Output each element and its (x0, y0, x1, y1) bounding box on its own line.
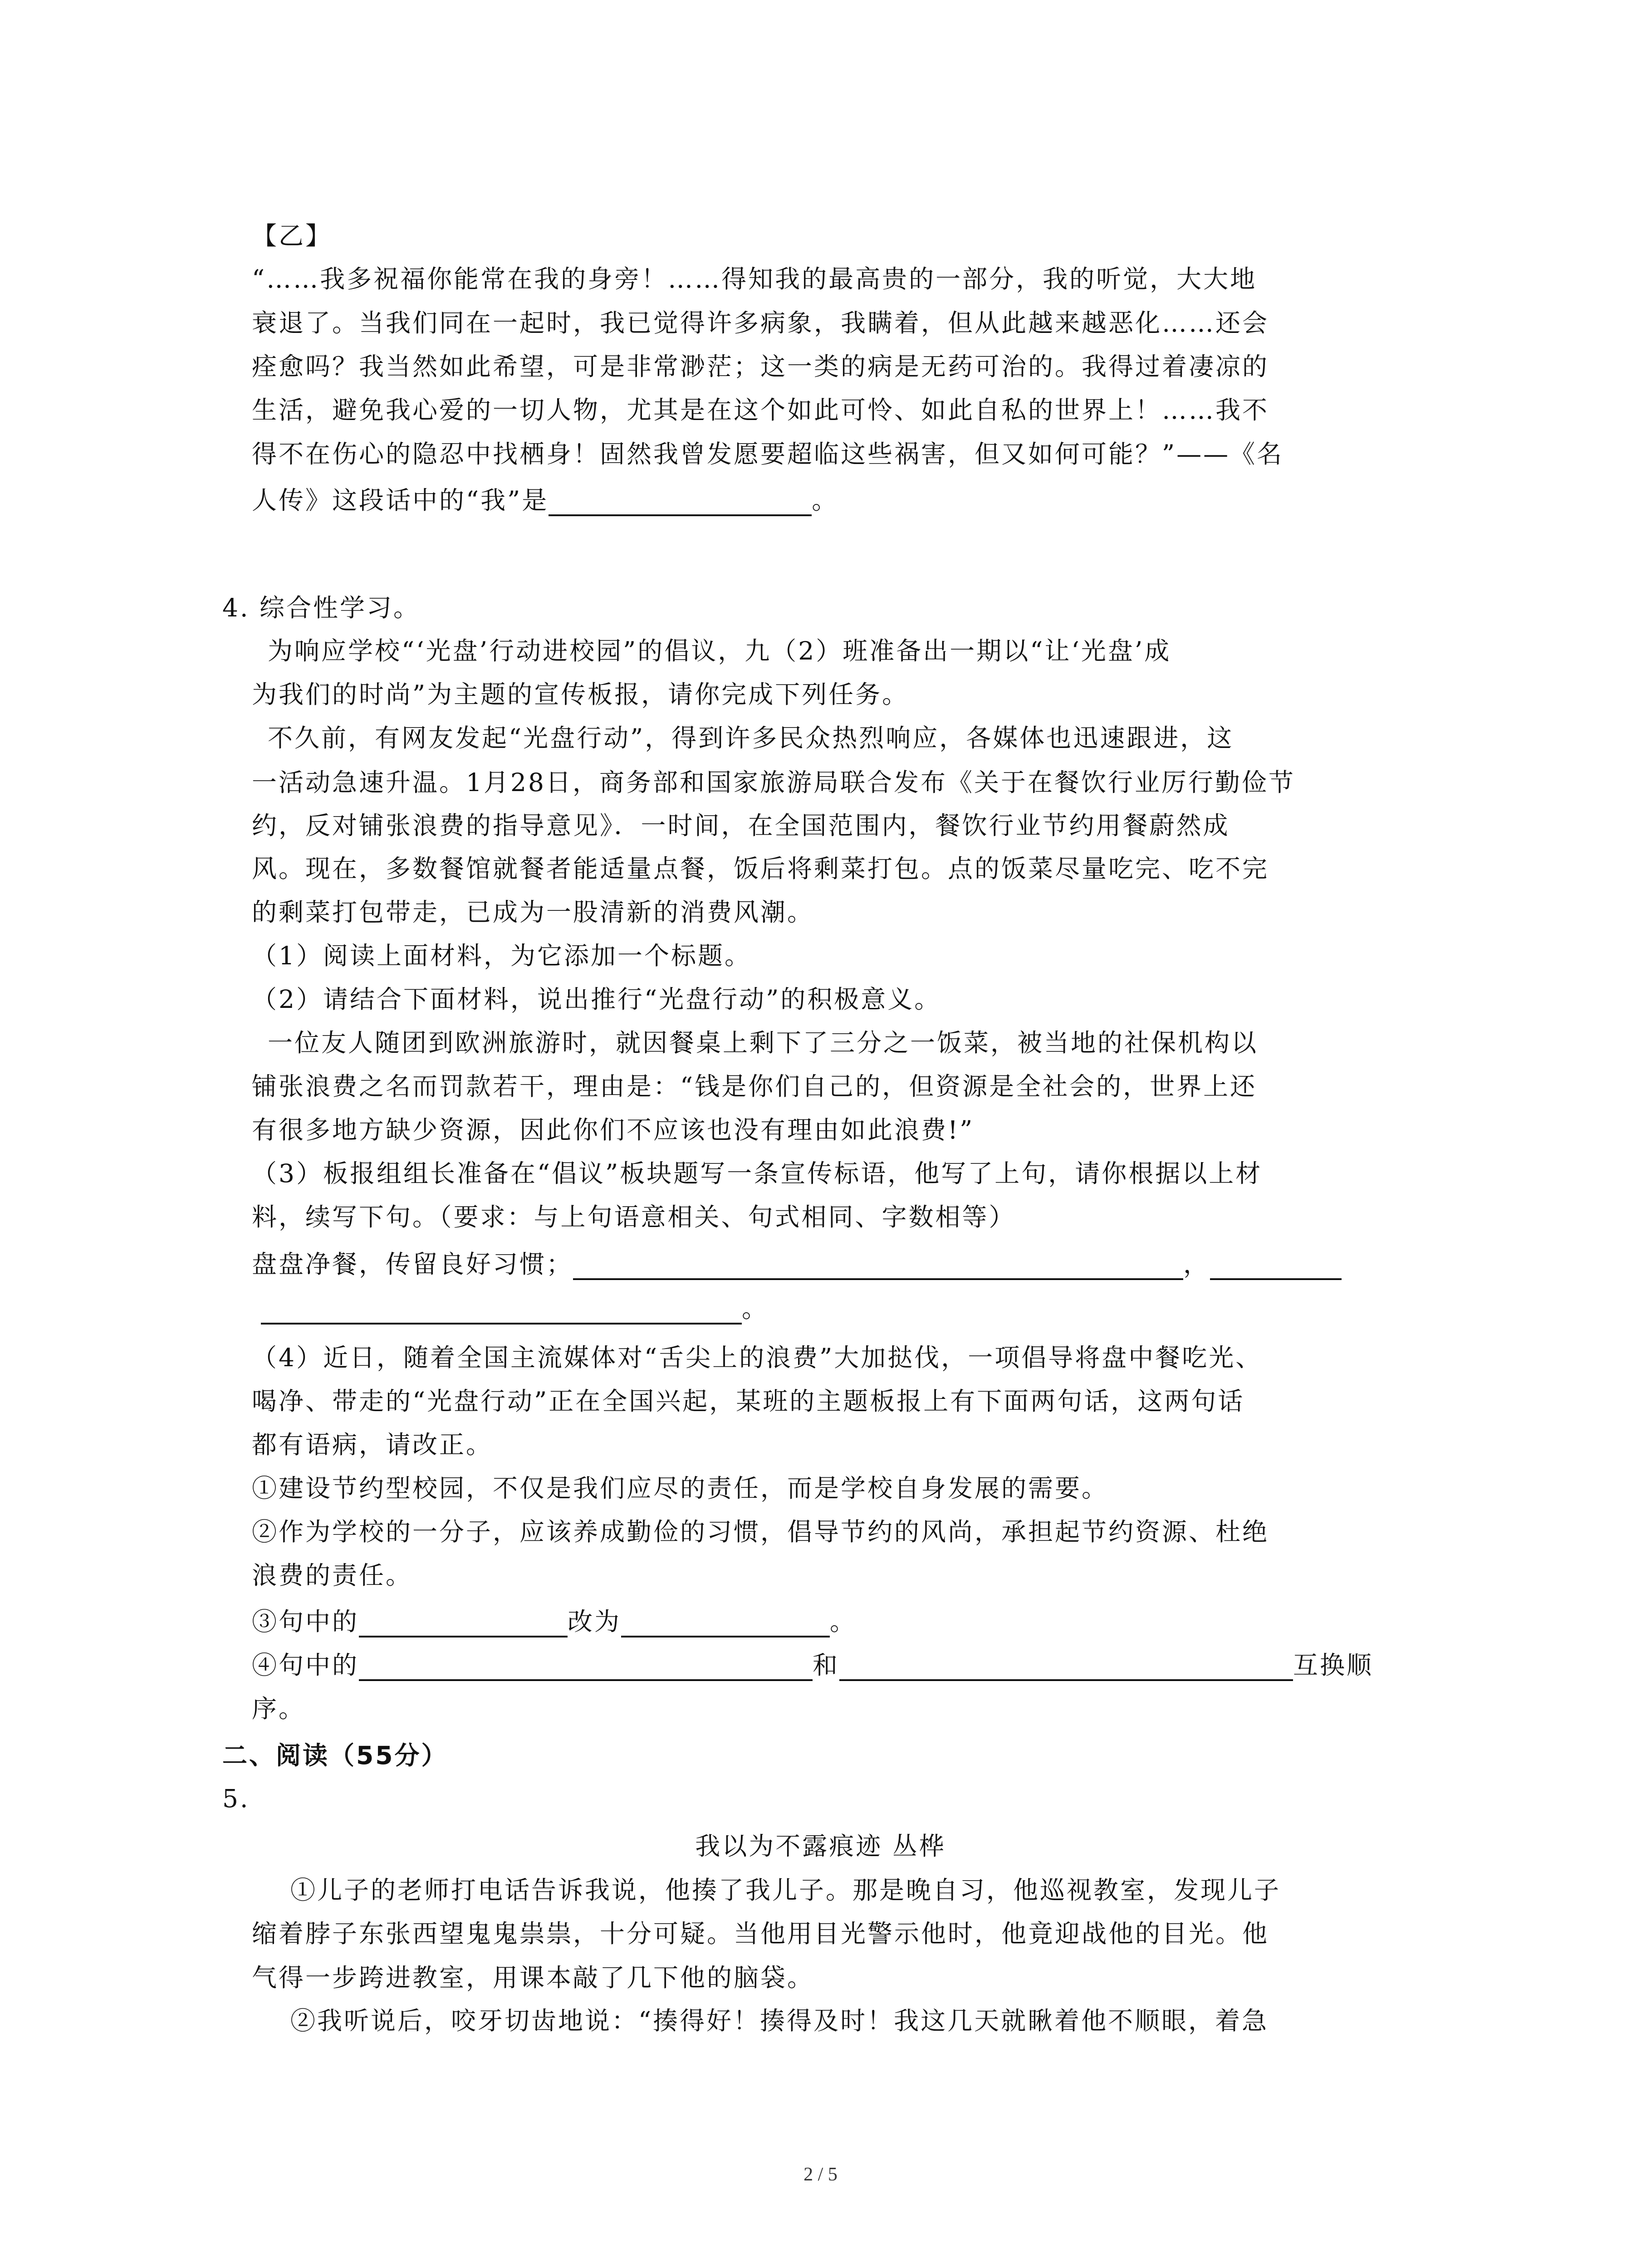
article-paragraph-line: 缩着脖子东张西望鬼鬼祟祟，十分可疑。当他用目光警示他时，他竟迎战他的目光。他 (252, 1919, 1269, 1948)
answer-blank[interactable] (549, 488, 812, 516)
q4-material-line: 一活动急速升温。1月28日，商务部和国家旅游局联合发布《关于在餐饮行业厉行勤俭节 (252, 768, 1295, 797)
article-title: 我以为不露痕迹 丛桦 (695, 1832, 946, 1861)
q4-sub2-material-line: 铺张浪费之名而罚款若干，理由是：“钱是你们自己的，但资源是全社会的，世界上还 (252, 1072, 1257, 1101)
answer-blank[interactable] (839, 1653, 1293, 1681)
q4-sub4-line: 都有语病，请改正。 (252, 1430, 493, 1459)
section-yi-line: 得不在伤心的隐忍中找栖身！固然我曾发愿要超临这些祸害，但又如何可能？”——《名 (252, 440, 1284, 469)
q4-intro-line: 为我们的时尚”为主题的宣传板报，请你完成下列任务。 (252, 680, 909, 709)
q4-material-line: 约，反对铺张浪费的指导意见》．一时间，在全国范围内，餐饮行业节约用餐蔚然成 (252, 811, 1230, 840)
section-yi-last-line: 人传》这段话中的“我”是 。 (252, 484, 838, 516)
section-yi-line: 衰退了。当我们同在一起时，我已觉得许多病象，我瞒着，但从此越来越恶化……还会 (252, 308, 1269, 337)
answer-blank[interactable] (573, 1252, 1183, 1280)
sentence-3-correction: ③句中的 改为 。 (252, 1606, 857, 1637)
q4-material-line: 的剩菜打包带走，已成为一股清新的消费风潮。 (252, 898, 814, 927)
answer-blank[interactable] (261, 1296, 742, 1325)
q4-sub3-line: （3）板报组组长准备在“倡议”板块题写一条宣传标语，他写了上句，请你根据以上材 (252, 1159, 1263, 1188)
q4-title: 4. 综合性学习。 (222, 593, 420, 622)
sentence-4-correction-end: 序。 (252, 1694, 306, 1723)
part2-heading: 二、阅读（55分） (222, 1741, 448, 1770)
sentence-2-line: 浪费的责任。 (252, 1561, 413, 1590)
sentence-1: ①建设节约型校园，不仅是我们应尽的责任，而是学校自身发展的需要。 (252, 1474, 1109, 1503)
q4-sub4-line: （4）近日，随着全国主流媒体对“舌尖上的浪费”大加挞伐，一项倡导将盘中餐吃光、 (252, 1343, 1263, 1372)
answer-blank[interactable] (359, 1653, 813, 1681)
article-paragraph-line: ①儿子的老师打电话告诉我说，他揍了我儿子。那是晚自习，他巡视教室，发现儿子 (290, 1876, 1281, 1905)
section-yi-line: 生活，避免我心爱的一切人物，尤其是在这个如此可怜、如此自私的世界上！……我不 (252, 396, 1269, 425)
q4-intro-line: 为响应学校“‘光盘’行动进校园”的倡议，九（2）班准备出一期以“让‘光盘’成 (268, 636, 1171, 665)
answer-blank[interactable] (1210, 1252, 1342, 1280)
article-paragraph-line: 气得一步跨进教室，用课本敲了几下他的脑袋。 (252, 1963, 814, 1992)
q4-sub4-line: 喝净、带走的“光盘行动”正在全国兴起，某班的主题板报上有下面两句话，这两句话 (252, 1387, 1245, 1416)
section-yi-line: “……我多祝福你能常在我的身旁！……得知我的最高贵的一部分，我的听觉，大大地 (252, 264, 1257, 293)
sentence-4-correction: ④句中的 和 互换顺 (252, 1649, 1373, 1681)
article-paragraph-line: ②我听说后，咬牙切齿地说：“揍得好！揍得及时！我这几天就瞅着他不顺眼，着急 (290, 2006, 1269, 2035)
sentence-2-line: ②作为学校的一分子，应该养成勤俭的习惯，倡导节约的风尚，承担起节约资源、杜绝 (252, 1517, 1269, 1546)
q4-sub3-answer-continue: 。 (261, 1293, 769, 1325)
page-number: 2 / 5 (803, 2164, 838, 2185)
q4-sub2: （2）请结合下面材料，说出推行“光盘行动”的积极意义。 (252, 985, 941, 1014)
q4-sub3-answer-line: 盘盘净餐，传留良好习惯； ， (252, 1248, 1342, 1280)
q4-sub3-line: 料，续写下句。（要求：与上句语意相关、句式相同、字数相等） (252, 1202, 1016, 1232)
section-yi-line: 痊愈吗？我当然如此希望，可是非常渺茫；这一类的病是无药可治的。我得过着凄凉的 (252, 352, 1269, 381)
q4-sub1: （1）阅读上面材料，为它添加一个标题。 (252, 941, 751, 970)
q4-material-line: 风。现在，多数餐馆就餐者能适量点餐，饭后将剩菜打包。点的饭菜尽量吃完、吃不完 (252, 854, 1269, 883)
answer-blank[interactable] (359, 1609, 568, 1637)
q4-material-line: 不久前，有网友发起“光盘行动”，得到许多民众热烈响应，各媒体也迅速跟进，这 (268, 723, 1234, 753)
q4-sub2-material-line: 有很多地方缺少资源，因此你们不应该也没有理由如此浪费!” (252, 1115, 975, 1144)
q5-number: 5. (222, 1784, 250, 1813)
answer-blank[interactable] (621, 1609, 830, 1637)
section-yi-heading: 【乙】 (252, 221, 333, 250)
q4-sub2-material-line: 一位友人随团到欧洲旅游时，就因餐桌上剩下了三分之一饭菜，被当地的社保机构以 (268, 1028, 1259, 1057)
